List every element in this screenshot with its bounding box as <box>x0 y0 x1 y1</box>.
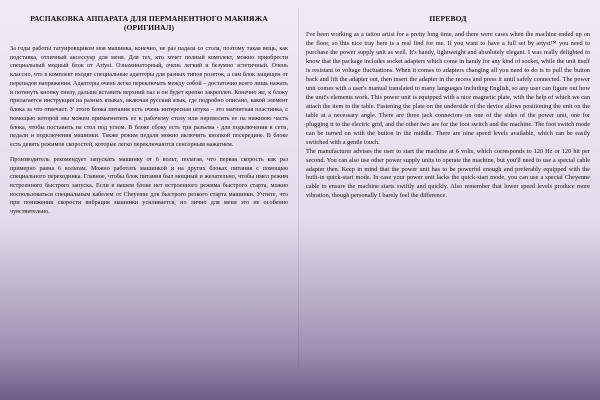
original-title: РАСПАКОВКА АППАРАТА ДЛЯ ПЕРМАНЕНТНОГО МАКИЯЖА (ОРИГИНАЛ) <box>30 14 268 33</box>
translation-paragraph-1: I've been working as a tattoo artist for a pretty long time, and there were cases when the machine ended up on the floor, so this nice tray here is a real find for me. If you want to have a full set by artyst™ you need to purchase the power supply unit as well. It's handy, lightweight and absolutely elegant. I was really delighted to know that the package includes socket adapters which come in handy for any kind of socket, while the unit itself is resistant to voltage fluctuations. When it comes to adapters changing all you need to do is to pull the button back and lift the adapter out, then insert the adapter in the recess and press it until safely connected. The power unit comes with a user's manual translated to many languages including English, so any user can figure out how the unit's elements work. This power unit is equipped with a nice magnetic plate, with the help of which we can attach the item to the table. Fastening the plate on the underside of the device allows positioning the unit on the table at a necessary angle. There are three jack connectors on one of the sides of the power unit, one for plugging it to the electric grid, and the other two are for the foot switch and the machine. The foot switch mode can be turned on with the button in the middle. There are nine speed levels available, which can be easily switched with a gentle touch. <box>306 31 590 146</box>
translation-column <box>298 0 600 400</box>
translation-paragraph-2: The manufacturer advises the user to start the machine at 6 volts, which corresponds to 120 Hz or 120 hit per second. You can also use other power supply units to operate the machine, but you'll need to use a special cable adapter then. Keep in mind that the power unit has to be powerful enough and preferably equipped with the built-in quick-start mode. In case your power unit lacks the quick-start mode, you can use a special Cheyenne cable to ensure the machine starts swiftly and quickly. Also remember that lower speed levels produce more vibration, though personally I barely feel the difference. <box>306 147 590 200</box>
original-paragraph-2: Производитель рекомендует запускать машинку от 6 вольт, полагая, что первая скорость как раз примерно равна 6 вольтам. Можно работать машинкой и на других блоках питания с помощью специального переходника. Главное, чтобы блок питания был мощный и желательно, чтобы имел режим встроенного быстрого запуска. Если в вашем блоке нет встроенного режима быстрого старта, можно воспользоваться специальным кабелем от Cheyenne для быстрого резкого старта машинки. Учтите, что при понижении скорости вибрация машинки усиливается, но лично для меня это не особенно чувствительно. <box>10 156 288 216</box>
original-paragraph-1: За годы работы татуировщиком моя машинка, конечно, не раз падала со стола, поэтому такая вещь, как подставка, отличный аксессуар для меня. Для тех, кто хочет полный комплект, можно приобрести специальный модный блок от Artyst. Ознаминаторный, очень легкий и безумно эстетичный. Очень классно, что в комплект входят специальные адаптеры для разных типов розеток, а сам блок защищен от перепадов напряжения. Адаптеры очень легко переключать между собой – достаточно всего лишь нажать и потянуть кнопку снизу, дальше вставить верхний паз и он будет крепко закреплен. Конечно же, к блоку прилагается инструкция на разных языках, включая русский язык, где подробно описано, какой элемент блока за что отвечает. У этого блока питания есть очень интересная штука – это магнитная пластинка, с помощью которой мы можем примагнитить ее к рабочему столу или перевесить ее на нижнюю часть блока, чтобы поставить на стол под углом. В блоке сбоку есть три разъема - для подключения к сети, педали и подключения машинки. Также режим педали можно включить кнопкой посередине. В блоке есть девять режимов скоростей, которые легко переключаются сенсорным нажатием. <box>10 45 288 149</box>
translation-title: ПЕРЕВОД <box>429 14 467 23</box>
original-text-column <box>0 0 298 400</box>
